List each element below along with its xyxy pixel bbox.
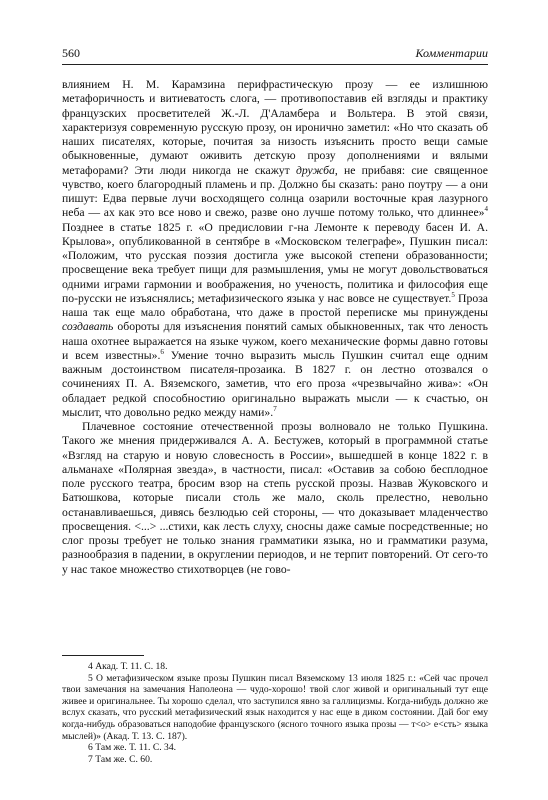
footnote-ref-7: 7 [273,404,277,413]
footnote-ref-5: 5 [451,290,455,299]
footnote-ref-4: 4 [484,205,488,214]
footnote-ref-6: 6 [160,347,164,356]
footnote-7: 7 Там же. С. 60. [88,753,153,765]
main-text [62,78,488,577]
emphasis-sozdavat: создавать [62,320,114,334]
paragraph-2: Плачевное состояние отечественной прозы волновало не только Пушкина. Такого же мнения придерживался А. А. Бестужев, который в программной статье «Взгляд на старую и новую словесность в России», вышедшей в конце 1822 г. в альманахе «Полярная звезда», в частности, писал: «Оставив за собою бесплодное поле русского театра, бросим взор на степь русской прозы. Назвав Жуковского и Батюшкова, которые писали столь же мало, сколь прелестно, невольно останавливаешься, дивясь безлюдью сей стороны, — что доказывает младенчество просвещения. <...> ...стихи, как лесть слуху, сносны даже самые посредственные; но слог прозы требует не только знания грамматики языка, но и грамматики разума, разнообразия в падении, в округлении периодов, и не терпит повторений. От сего-то у нас такое множество стихотворцев (не гово- [62,420,488,576]
running-header [62,44,488,64]
paragraph-1-part-d: Проза наша так еще мало обработана, что даже в простой переписке мы принуждены [62,291,488,319]
paragraph-1 [62,78,488,420]
paragraph-1-part-e: обороты для изъяснения понятий самых обыкновенных, так что леность наша охотнее выражается на языке чужом, коего механические формы давно готовы и всем известны». [62,320,488,362]
paragraph-1-part-c: Позднее в статье 1825 г. «О предисловии г-на Лемонте к переводу басен И. А. Крылова», опубликованной в сентябре в «Московском телеграфе», Пушкин писал: «Положим, что русская поэзия достигла уже высокой степени образованности; просвещение века требует пищи для размышления, умы не могут довольствоваться одними играми гармонии и воображения, но ученость, политика и философия еще по-русски не изъяснялись; метафизического языка у нас вовсе не существует. [62,220,488,305]
paragraph-1-part-f: Умение точно выразить мысль Пушкин считал еще одним важным достоинством писателя-прозаика. В 1827 г. он лестно отозвался о сочинениях П. А. Вяземского, заметив, что его проза «чрезвычайно жива»: «Он обладает редкой способностию оригинально выражать мысли — к счастью, он мыслит, что довольно редко между нами». [62,348,488,419]
section-title: Комментарии [415,46,488,60]
header-rule [62,64,488,65]
footnote-5: 5 О метафизическом языке прозы Пушкин писал Вяземскому 13 июля 1825 г.: «Сей час прочел твои замечания на замечания Наполеона — чудо-хорошо! твой слог живой и оригинальный тут еще живее и оригинальнее. Ты хорошо сделал, что заступился явно за галлицизмы. Когда-нибудь должно же вслух сказать, что русский метафизический язык находится у нас еще в диком состоянии. Дай бог ему когда-нибудь образоваться наподобие французского (ясного точного языка прозы — т<о> е<сть> языка мыслей)» (Акад. Т. 13. С. 187). [62,672,488,742]
footnotes [62,661,488,765]
emphasis-druzhba: дружба [295,163,335,177]
footnote-4: 4 Акад. Т. 11. С. 18. [88,661,168,672]
footnote-6: 6 Там же. Т. 11. С. 34. [88,742,177,754]
paragraph-1-part-a: влиянием Н. М. Карамзина перифрастическую прозу — ее излишнюю метафоричность и витиеватость слога, — противопоставив ей взгляды и практику французских просветителей Ж.-Л. Д'Аламбера и Вольтера. В этой связи, характеризуя современную русскую прозу, он иронично заметил: «Но что сказать об наших писателях, которые, почитая за низость изъяснить просто вещи самые обыкновенные, думают оживить детскую прозу дополнениями и вялыми метафорами? Эти люди никогда не скажут [62,78,488,177]
page-number: 560 [62,46,80,60]
paragraph-1-part-b: , не прибавя: сие священное чувство, коего благородный пламень и пр. Должно бы сказать: рано поутру — а они пишут: Едва первые лучи восходящего солнца озарили восточные края лазурного неба — ах как это все ново и свежо, разве оно лучше потому только, что длиннее» [62,163,488,220]
footnote-rule [62,655,144,656]
